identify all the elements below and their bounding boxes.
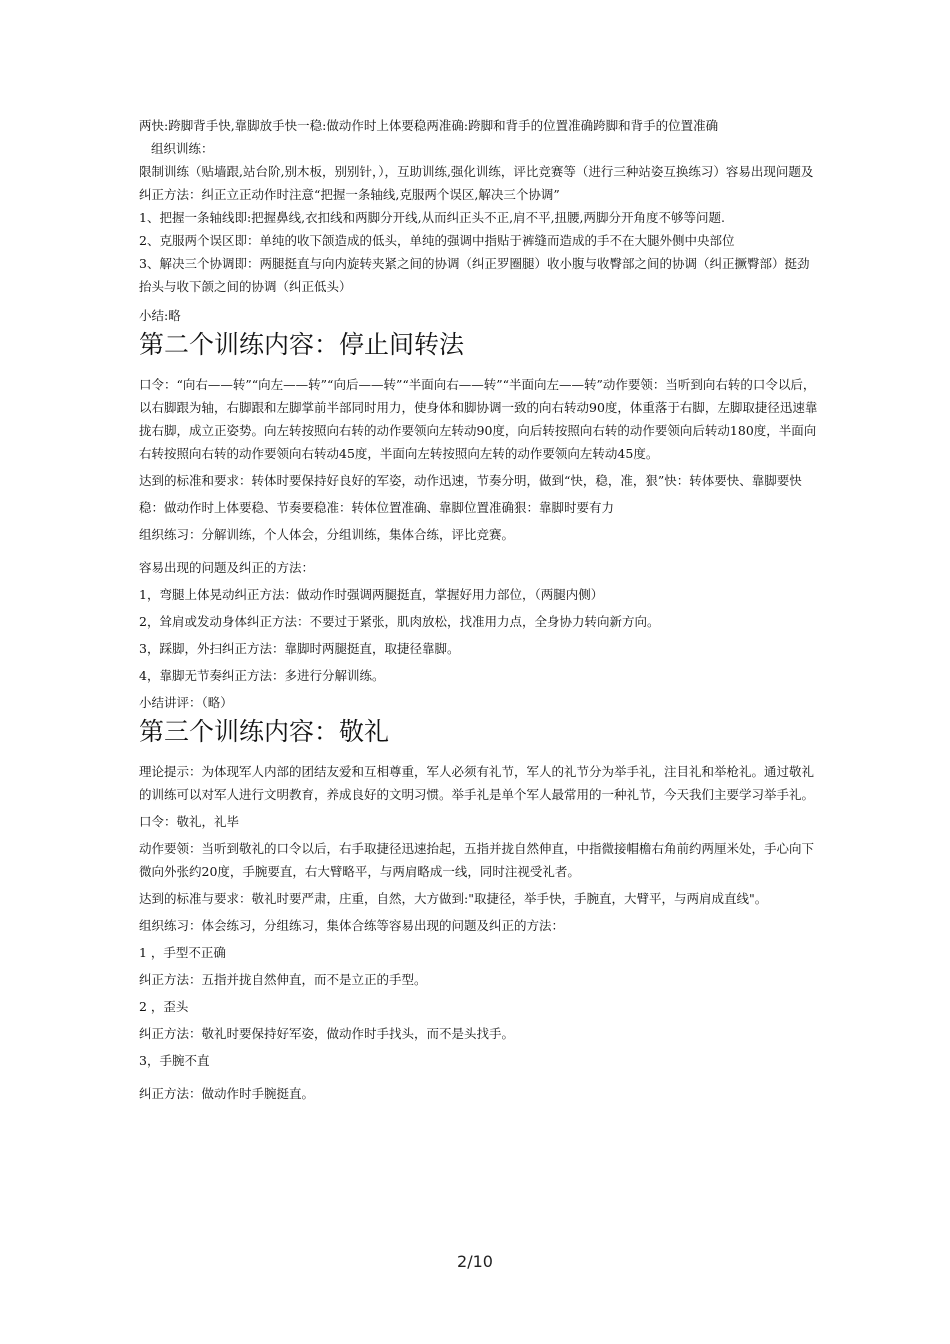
text-line: 组织训练： xyxy=(151,141,214,156)
summary: 小结:略 xyxy=(139,308,181,323)
paragraph: 纠正方法：敬礼时要保持好军姿，做动作时手找头，而不是头找手。 xyxy=(139,1026,515,1041)
paragraph: 纠正方法：五指并拢自然伸直，而不是立正的手型。 xyxy=(139,972,427,987)
paragraph: 动作要领：当听到敬礼的口令以后，右手取捷径迅速抬起，五指并拢自然伸直，中指微接帽檐右角前约两厘米处，手心向下微向外张约20度，手腕要直，右大臂略平，与两肩略成一线，同时注视受礼者。 xyxy=(139,841,815,879)
paragraph: 达到的标准与要求：敬礼时要严肃，庄重，自然，大方做到:"取捷径，举手快，手腕直，大臂平，与两肩成直线"。 xyxy=(139,891,768,906)
document-page xyxy=(139,114,819,1105)
paragraph: 组织练习：分解训练，个人体会，分组训练，集体合练，评比竞赛。 xyxy=(139,527,515,542)
list-item: 1，弯腿上体晃动纠正方法：做动作时强调两腿挺直，掌握好用力部位，（两腿内侧） xyxy=(139,587,604,602)
list-item: 3，踩脚，外扫纠正方法：靠脚时两腿挺直，取捷径靠脚。 xyxy=(139,641,460,656)
paragraph: 组织练习：体会练习，分组练习，集体合练等容易出现的问题及纠正的方法： xyxy=(139,918,565,933)
paragraph: 达到的标准和要求：转体时要保持好良好的军姿，动作迅速，节奏分明，做到“快，稳，准，狠”快：转体要快、靠脚要快 xyxy=(139,473,802,488)
paragraph: 容易出现的问题及纠正的方法： xyxy=(139,560,315,575)
list-item: 4，靠脚无节奏纠正方法：多进行分解训练。 xyxy=(139,668,385,683)
section-heading: 第二个训练内容：停止间转法 xyxy=(139,330,465,359)
paragraph: 稳：做动作时上体要稳、节奏要稳准：转体位置准确、靠脚位置准确狠：靠脚时要有力 xyxy=(139,500,615,515)
paragraph: 纠正方法：做动作时手腕挺直。 xyxy=(139,1086,315,1101)
section-heading: 第三个训练内容：敬礼 xyxy=(139,717,390,746)
text-line: 两快:跨脚背手快,靠脚放手快一稳:做动作时上体要稳两准确:跨脚和背手的位置准确跨脚和背手的位置准确 xyxy=(139,118,719,133)
list-item: 2 ，歪头 xyxy=(139,999,189,1014)
list-item: 3，手腕不直 xyxy=(139,1053,210,1068)
summary: 小结讲评：（略） xyxy=(139,695,233,710)
paragraph: 理论提示：为体现军人内部的团结友爱和互相尊重，军人必须有礼节，军人的礼节分为举手礼，注目礼和举枪礼。通过敬礼的训练可以对军人进行文明教育，养成良好的文明习惯。举手礼是单个军人最常用的一种礼节，今天我们主要学习举手礼。 xyxy=(139,764,815,802)
page-number: 2/10 xyxy=(457,1252,493,1271)
list-item: 2、克服两个误区即：单纯的收下颌造成的低头，单纯的强调中指贴于裤缝而造成的手不在大腿外侧中央部位 xyxy=(139,233,735,248)
list-item: 3、解决三个协调即：两腿挺直与向内旋转夹紧之间的协调（纠正罗圈腿）收小腹与收臀部之间的协调（纠正撅臀部）挺劲抬头与收下颌之间的协调（纠正低头） xyxy=(139,256,810,294)
list-item: 1 ，手型不正确 xyxy=(139,945,226,960)
paragraph: 口令：“向右——转”“向左——转”“向后——转”“半面向右——转”“半面向左——转”动作要领：当听到向右转的口令以后，以右脚跟为轴，右脚跟和左脚掌前半部同时用力，使身体和脚协调一致的向右转动90度，体重落于右脚，左脚取捷径迅速靠拢右脚，成立正姿势。向左转按照向右转的动作要领向左转动90度，向后转按照向右转的动作要领向后转动180度，半面向右转按照向右转的动作要领向右转动45度，半面向左转按照向左转的动作要领向左转动45度。 xyxy=(139,377,818,461)
paragraph: 口令：敬礼，礼毕 xyxy=(139,814,240,829)
list-item: 1、把握一条轴线即:把握鼻线,衣扣线和两脚分开线,从而纠正头不正,肩不平,扭腰,两脚分开角度不够等问题. xyxy=(139,210,726,225)
paragraph: 限制训练（贴墙跟,站台阶,别木板，别别针，），互助训练,强化训练，评比竞赛等（进行三种站姿互换练习）容易出现问题及纠正方法：纠正立正动作时注意“把握一条轴线,克服两个误区,解决三个协调” xyxy=(139,164,814,202)
list-item: 2，耸肩或发动身体纠正方法：不要过于紧张，肌肉放松，找准用力点，全身协力转向新方向。 xyxy=(139,614,660,629)
